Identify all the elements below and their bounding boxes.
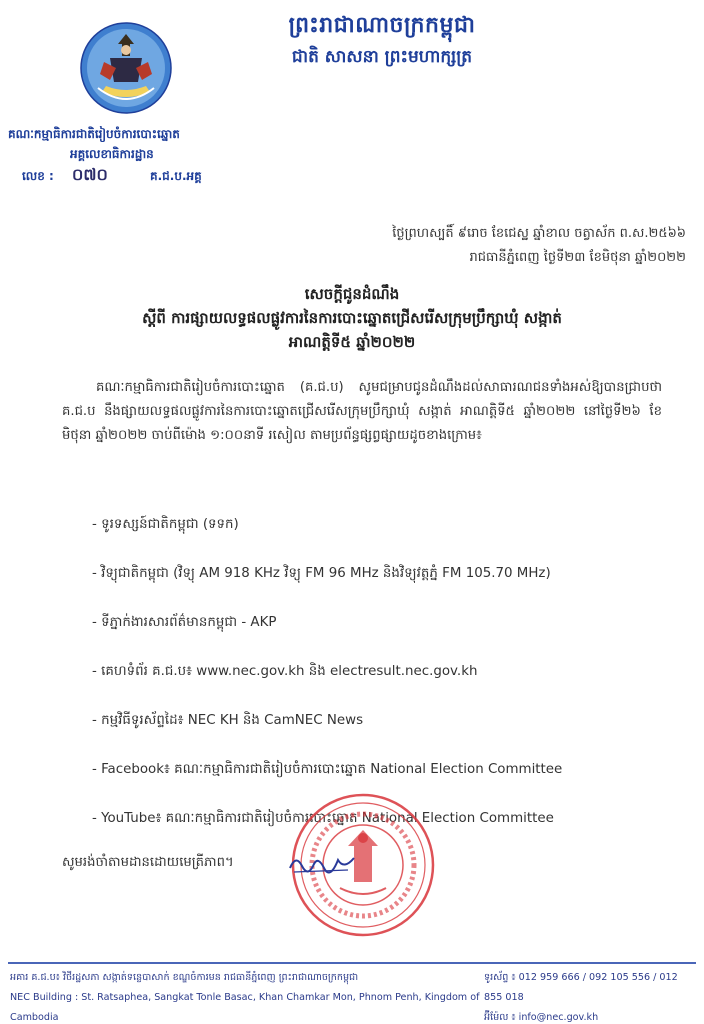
solar-date: រាជធានីភ្នំពេញ ថ្ងៃទី២៣ ខែមិថុនា ឆ្នាំ២០២២ <box>469 250 686 265</box>
reference-label: លេខ : <box>22 169 54 183</box>
list-item: - គេហទំព័រ គ.ជ.ប៖ www.nec.gov.kh និង electresult.nec.gov.kh <box>92 664 478 679</box>
contact-email: អ៊ីម៉ែល ៖ info@nec.gov.kh <box>484 1012 599 1023</box>
organization-name: គណៈកម្មាធិការជាតិរៀបចំការបោះឆ្នោត <box>8 127 180 141</box>
title-mandate: អាណត្តិទី៥ ឆ្នាំ២០២២ <box>288 333 416 351</box>
reference-code: គ.ជ.ប.អគ្គ <box>149 169 202 183</box>
list-item: - កម្មវិធីទូរស័ព្ទដៃ៖ NEC KH និង CamNEC News <box>92 713 364 728</box>
list-item: - YouTube៖ គណៈកម្មាធិការជាតិរៀបចំការបោះឆ្នោត National Election Committee <box>92 811 554 826</box>
reference-number: ០៧០ <box>72 165 108 184</box>
kingdom-motto: ជាតិ សាសនា ព្រះមហាក្សត្រ <box>291 47 473 67</box>
list-item: - ទូរទស្សន៍ជាតិកម្ពុជា (ទទក) <box>92 517 239 532</box>
reference-line <box>8 164 288 187</box>
title-subject: ស្តីពី ការផ្សាយលទ្ធផលផ្លូវការនៃការបោះឆ្នោតជ្រើសរើសក្រុមប្រឹក្សាឃុំ សង្កាត់ <box>142 309 562 327</box>
kingdom-header <box>262 8 502 72</box>
closing-line: សូមរង់ចាំតាមដានដោយមេត្រីភាព។ <box>62 855 234 870</box>
organization-block <box>8 124 288 187</box>
nec-emblem-logo <box>80 22 172 114</box>
contact-phone: ទូរស័ព្ទ ៖ 012 959 666 / 092 105 556 / 012 855 018 <box>484 972 678 1003</box>
body-paragraph <box>62 376 662 448</box>
department-name: អគ្គលេខាធិការដ្ឋាន <box>70 147 154 161</box>
footer-address <box>10 968 480 1024</box>
list-item: - វិទ្យុជាតិកម្ពុជា (វិទ្យុ AM 918 KHz វិទ្យុ FM 96 MHz និងវិទ្យុវត្តភ្នំ FM 105.70 MHz) <box>92 566 551 581</box>
footer-divider <box>8 962 696 964</box>
footer-contact <box>484 968 696 1024</box>
title-heading: សេចក្តីជូនដំណឹង <box>304 285 400 303</box>
address-khmer: អគារ គ.ជ.ប៖ វិថីរដ្ឋសភា សង្កាត់ទន្លេបាសាក់ ខណ្ឌចំការមន រាជធានីភ្នំពេញ ព្រះរាជាណាចក្រកម្ពុជា <box>10 972 359 983</box>
lunar-date: ថ្ងៃព្រហស្បតិ៍ ៩រោច ខែជេស្ឋ ឆ្នាំខាល ចត្វាស័ក ព.ស.២៥៦៦ <box>392 226 686 241</box>
address-english: NEC Building : St. Ratsaphea, Sangkat Tonle Basac, Khan Chamkar Mon, Phnom Penh, Kingdom of Cambodia <box>10 992 480 1023</box>
list-item: - Facebook៖ គណៈកម្មាធិការជាតិរៀបចំការបោះឆ្នោត National Election Committee <box>92 762 563 777</box>
kingdom-title: ព្រះរាជាណាចក្រកម្ពុជា <box>288 12 476 38</box>
date-block <box>286 222 686 270</box>
notice-title <box>24 282 680 354</box>
handwritten-signature <box>288 850 358 876</box>
list-item: - ទីភ្នាក់ងារសារព័ត៌មានកម្ពុជា - AKP <box>92 615 277 630</box>
body-paragraph-text: គណៈកម្មាធិការជាតិរៀបចំការបោះឆ្នោត (គ.ជ.ប) សូមជម្រាបជូនដំណឹងដល់សាធារណជនទាំងអស់ឱ្យបានជ្រាបថា គ.ជ.ប នឹងផ្សាយលទ្ធផលផ្លូវការនៃការបោះឆ្នោតជ្រើសរើសក្រុមប្រឹក្សាឃុំ សង្កាត់ អាណត្តិទី៥ ឆ្នាំ២០២២ នៅថ្ងៃទី២៦ ខែមិថុនា ឆ្នាំ២០២២ ចាប់ពីម៉ោង ១:០០នាទី រសៀល តាមប្រព័ន្ធផ្សព្វផ្សាយដូចខាងក្រោម៖ <box>62 380 662 443</box>
